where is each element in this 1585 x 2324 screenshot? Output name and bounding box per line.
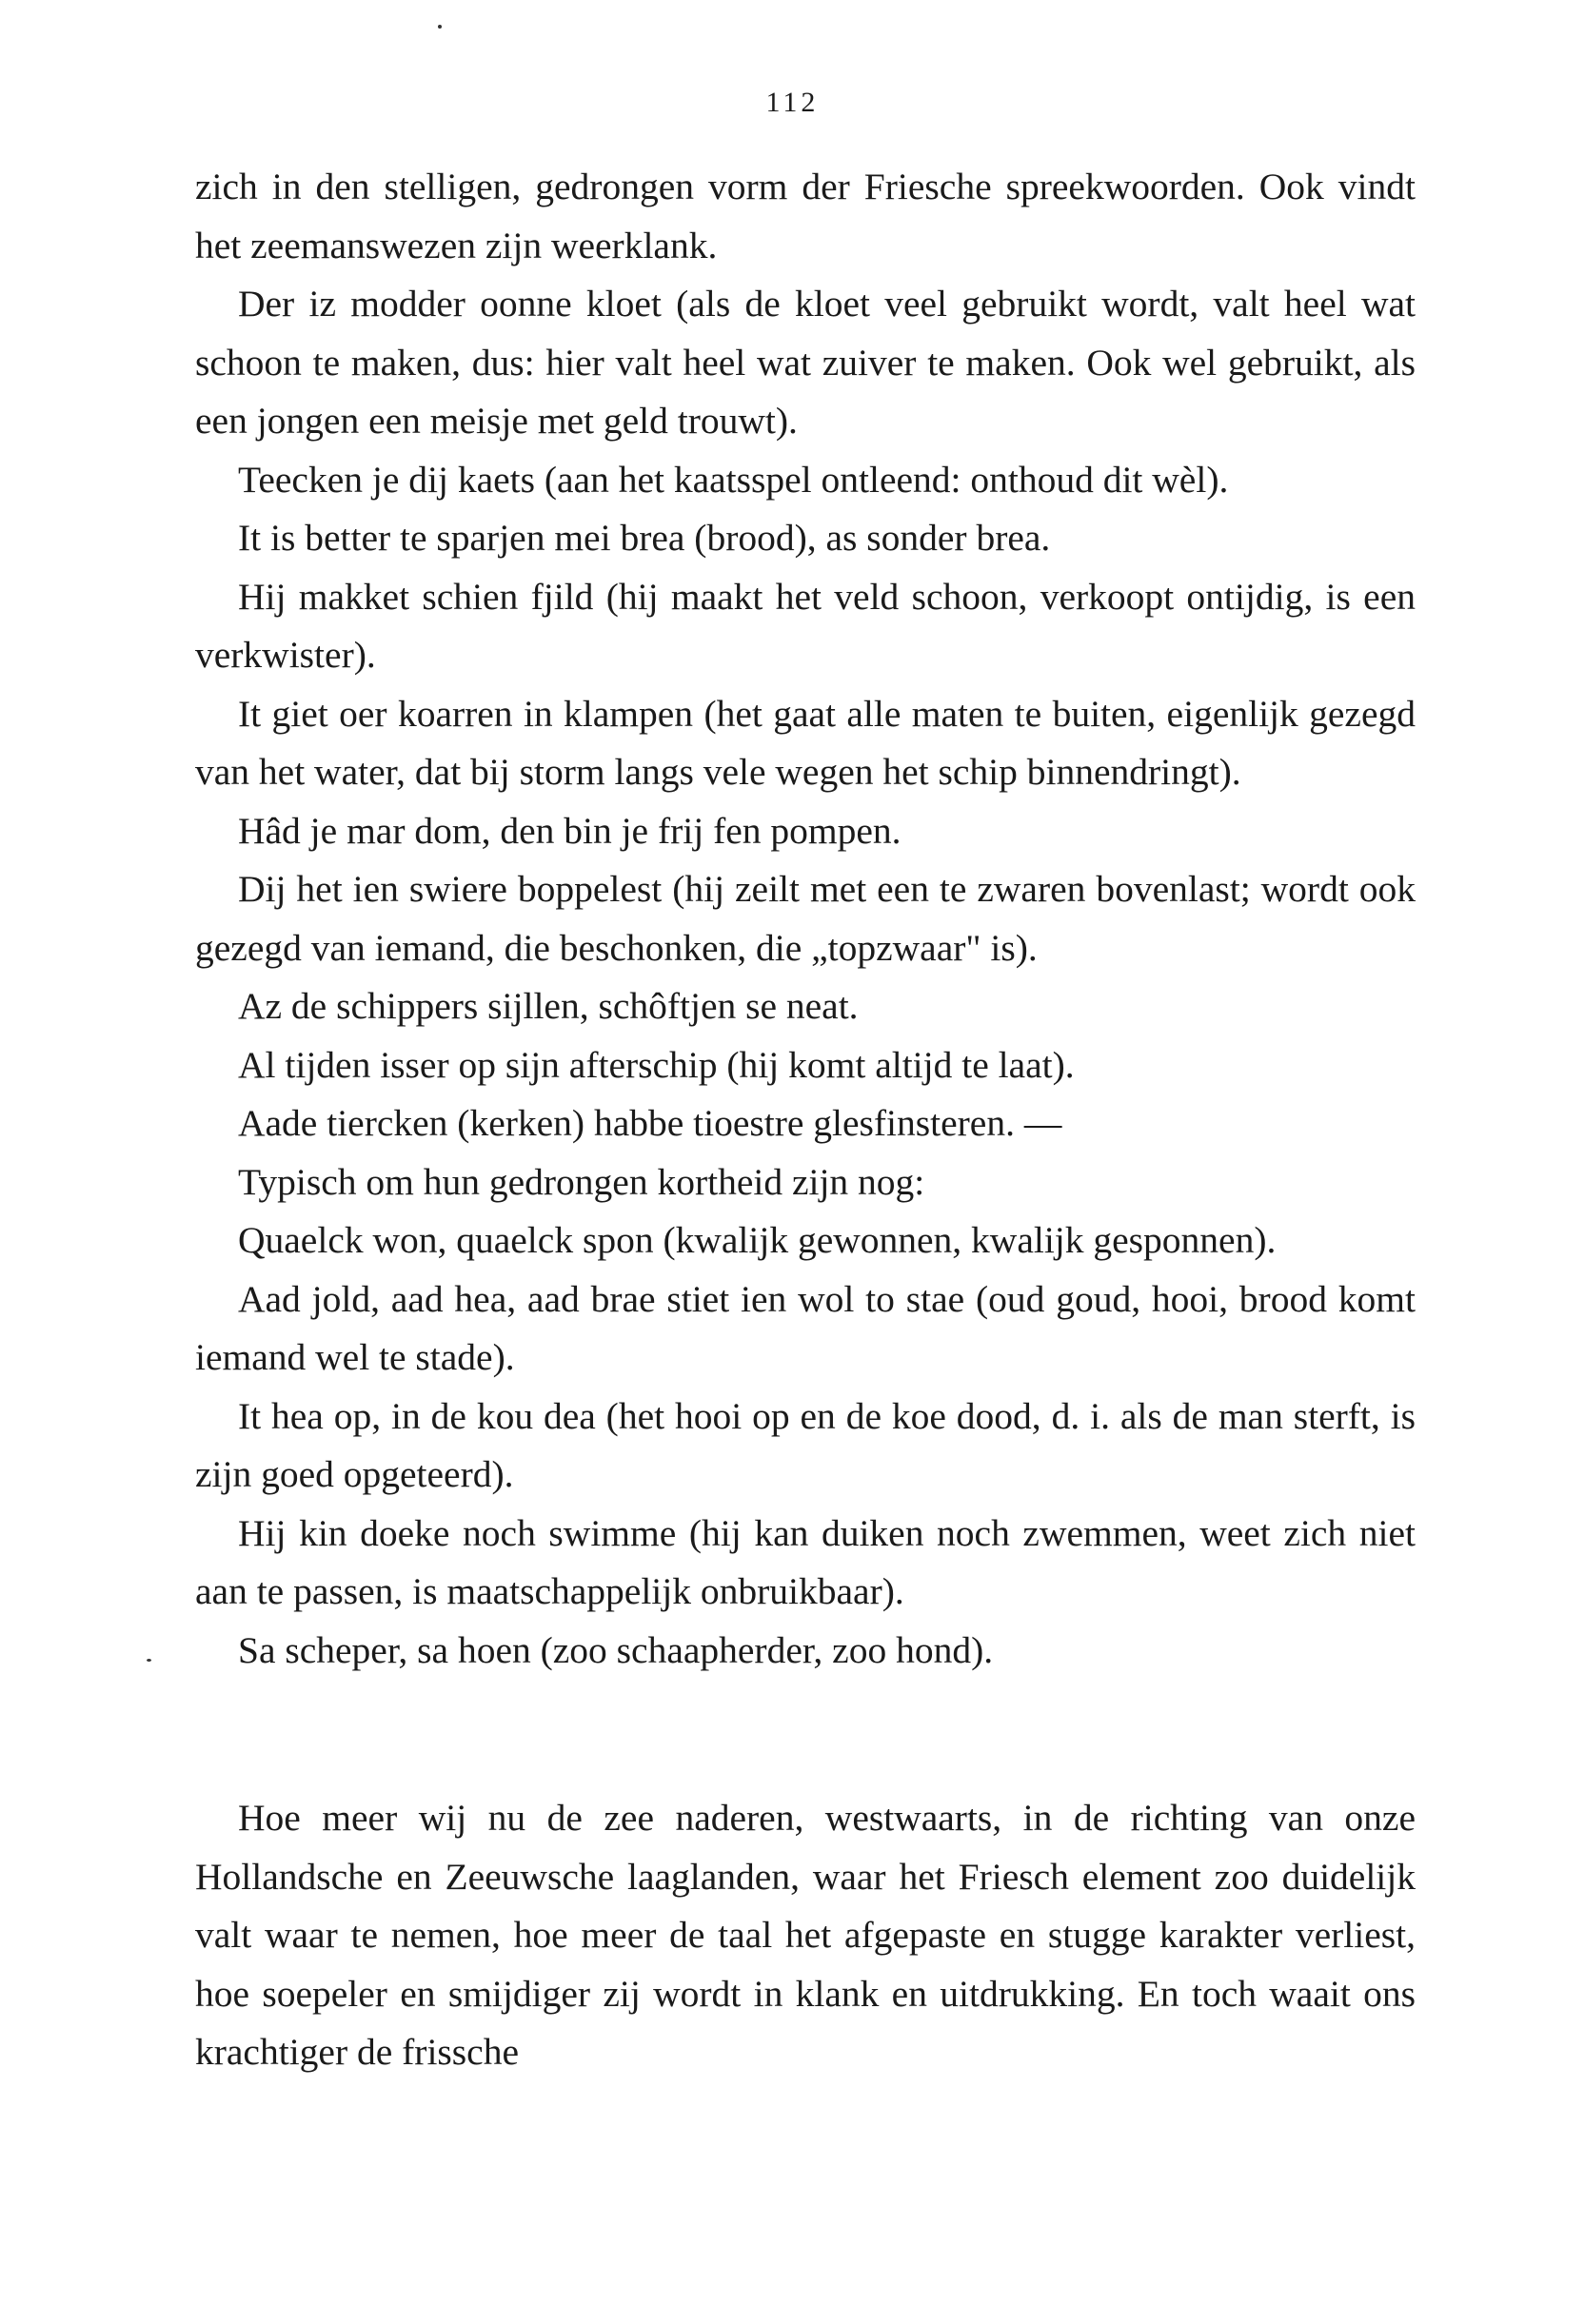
speck-mark [438,25,442,29]
paragraph: Der iz modder oonne kloet (als de kloet veel gebruikt wordt, valt heel wat schoon te maken, dus: hier valt heel wat zuiver te maken. Ook wel gebruikt, als een jongen een meisje met geld trouwt). [195,283,1416,442]
paragraph: Hoe meer wij nu de zee naderen, westwaarts, in de richting van onze Hollandsche en Zeeuwsche laaglanden, waar het Friesch element zoo duidelijk valt waar te nemen, hoe meer de taal het afgepaste en stugge karakter verliest, hoe soepeler en smijdiger zij wordt in klank en uitdrukking. En toch waait ons krachtiger de frissche [195,1797,1416,2073]
speck-mark [147,1659,151,1662]
paragraph: zich in den stelligen, gedrongen vorm der Friesche spreekwoorden. Ook vindt het zeemanswezen zijn weerklank. [195,166,1416,266]
paragraph: Hij kin doeke noch swimme (hij kan duiken noch zwemmen, weet zich niet aan te passen, is maatschappelijk onbruikbaar). [195,1511,1416,1612]
paragraph: Aad jold, aad hea, aad brae stiet ien wol to stae (oud goud, hooi, brood komt iemand wel te stade). [195,1277,1416,1378]
westward-section [195,1789,1416,2082]
paragraph: Sa scheper, sa hoen (zoo schaapherder, zoo hond). [238,1628,994,1671]
paragraph: It hea op, in de kou dea (het hooi op en de koe dood, d. i. als de man sterft, is zijn goed opgeteerd). [195,1394,1416,1495]
proverbs-section [195,158,1416,1680]
paragraph: It giet oer koarren in klampen (het gaat alle maten te buiten, eigenlijk gezegd van het water, dat bij storm langs vele wegen het schip binnendringt). [195,692,1416,793]
paragraph: Typisch om hun gedrongen kortheid zijn nog: [238,1160,925,1203]
paragraph: Quaelck won, quaelck spon (kwalijk gewonnen, kwalijk gesponnen). [238,1219,1277,1261]
paragraph: Aade tiercken (kerken) habbe tioestre glesfinsteren. — [238,1102,1062,1144]
paragraph: Dij het ien swiere boppelest (hij zeilt met een te zwaren bovenlast; wordt ook gezegd van iemand, die beschonken, die „topzwaar" is). [195,868,1416,969]
paragraph: Hâd je mar dom, den bin je frij fen pompen. [238,809,901,852]
paragraph: Hij makket schien fjild (hij maakt het veld schoon, verkoopt ontijdig, is een verkwister). [195,575,1416,676]
paragraph: It is better te sparjen mei brea (brood), as sonder brea. [238,517,1051,559]
paragraph: Az de schippers sijllen, schôftjen se neat. [238,985,859,1027]
paragraph: Al tijden isser op sijn afterschip (hij komt altijd te laat). [238,1043,1075,1086]
paragraph: Teecken je dij kaets (aan het kaatsspel ontleend: onthoud dit wèl). [238,458,1229,501]
page-number: 112 [765,87,820,118]
